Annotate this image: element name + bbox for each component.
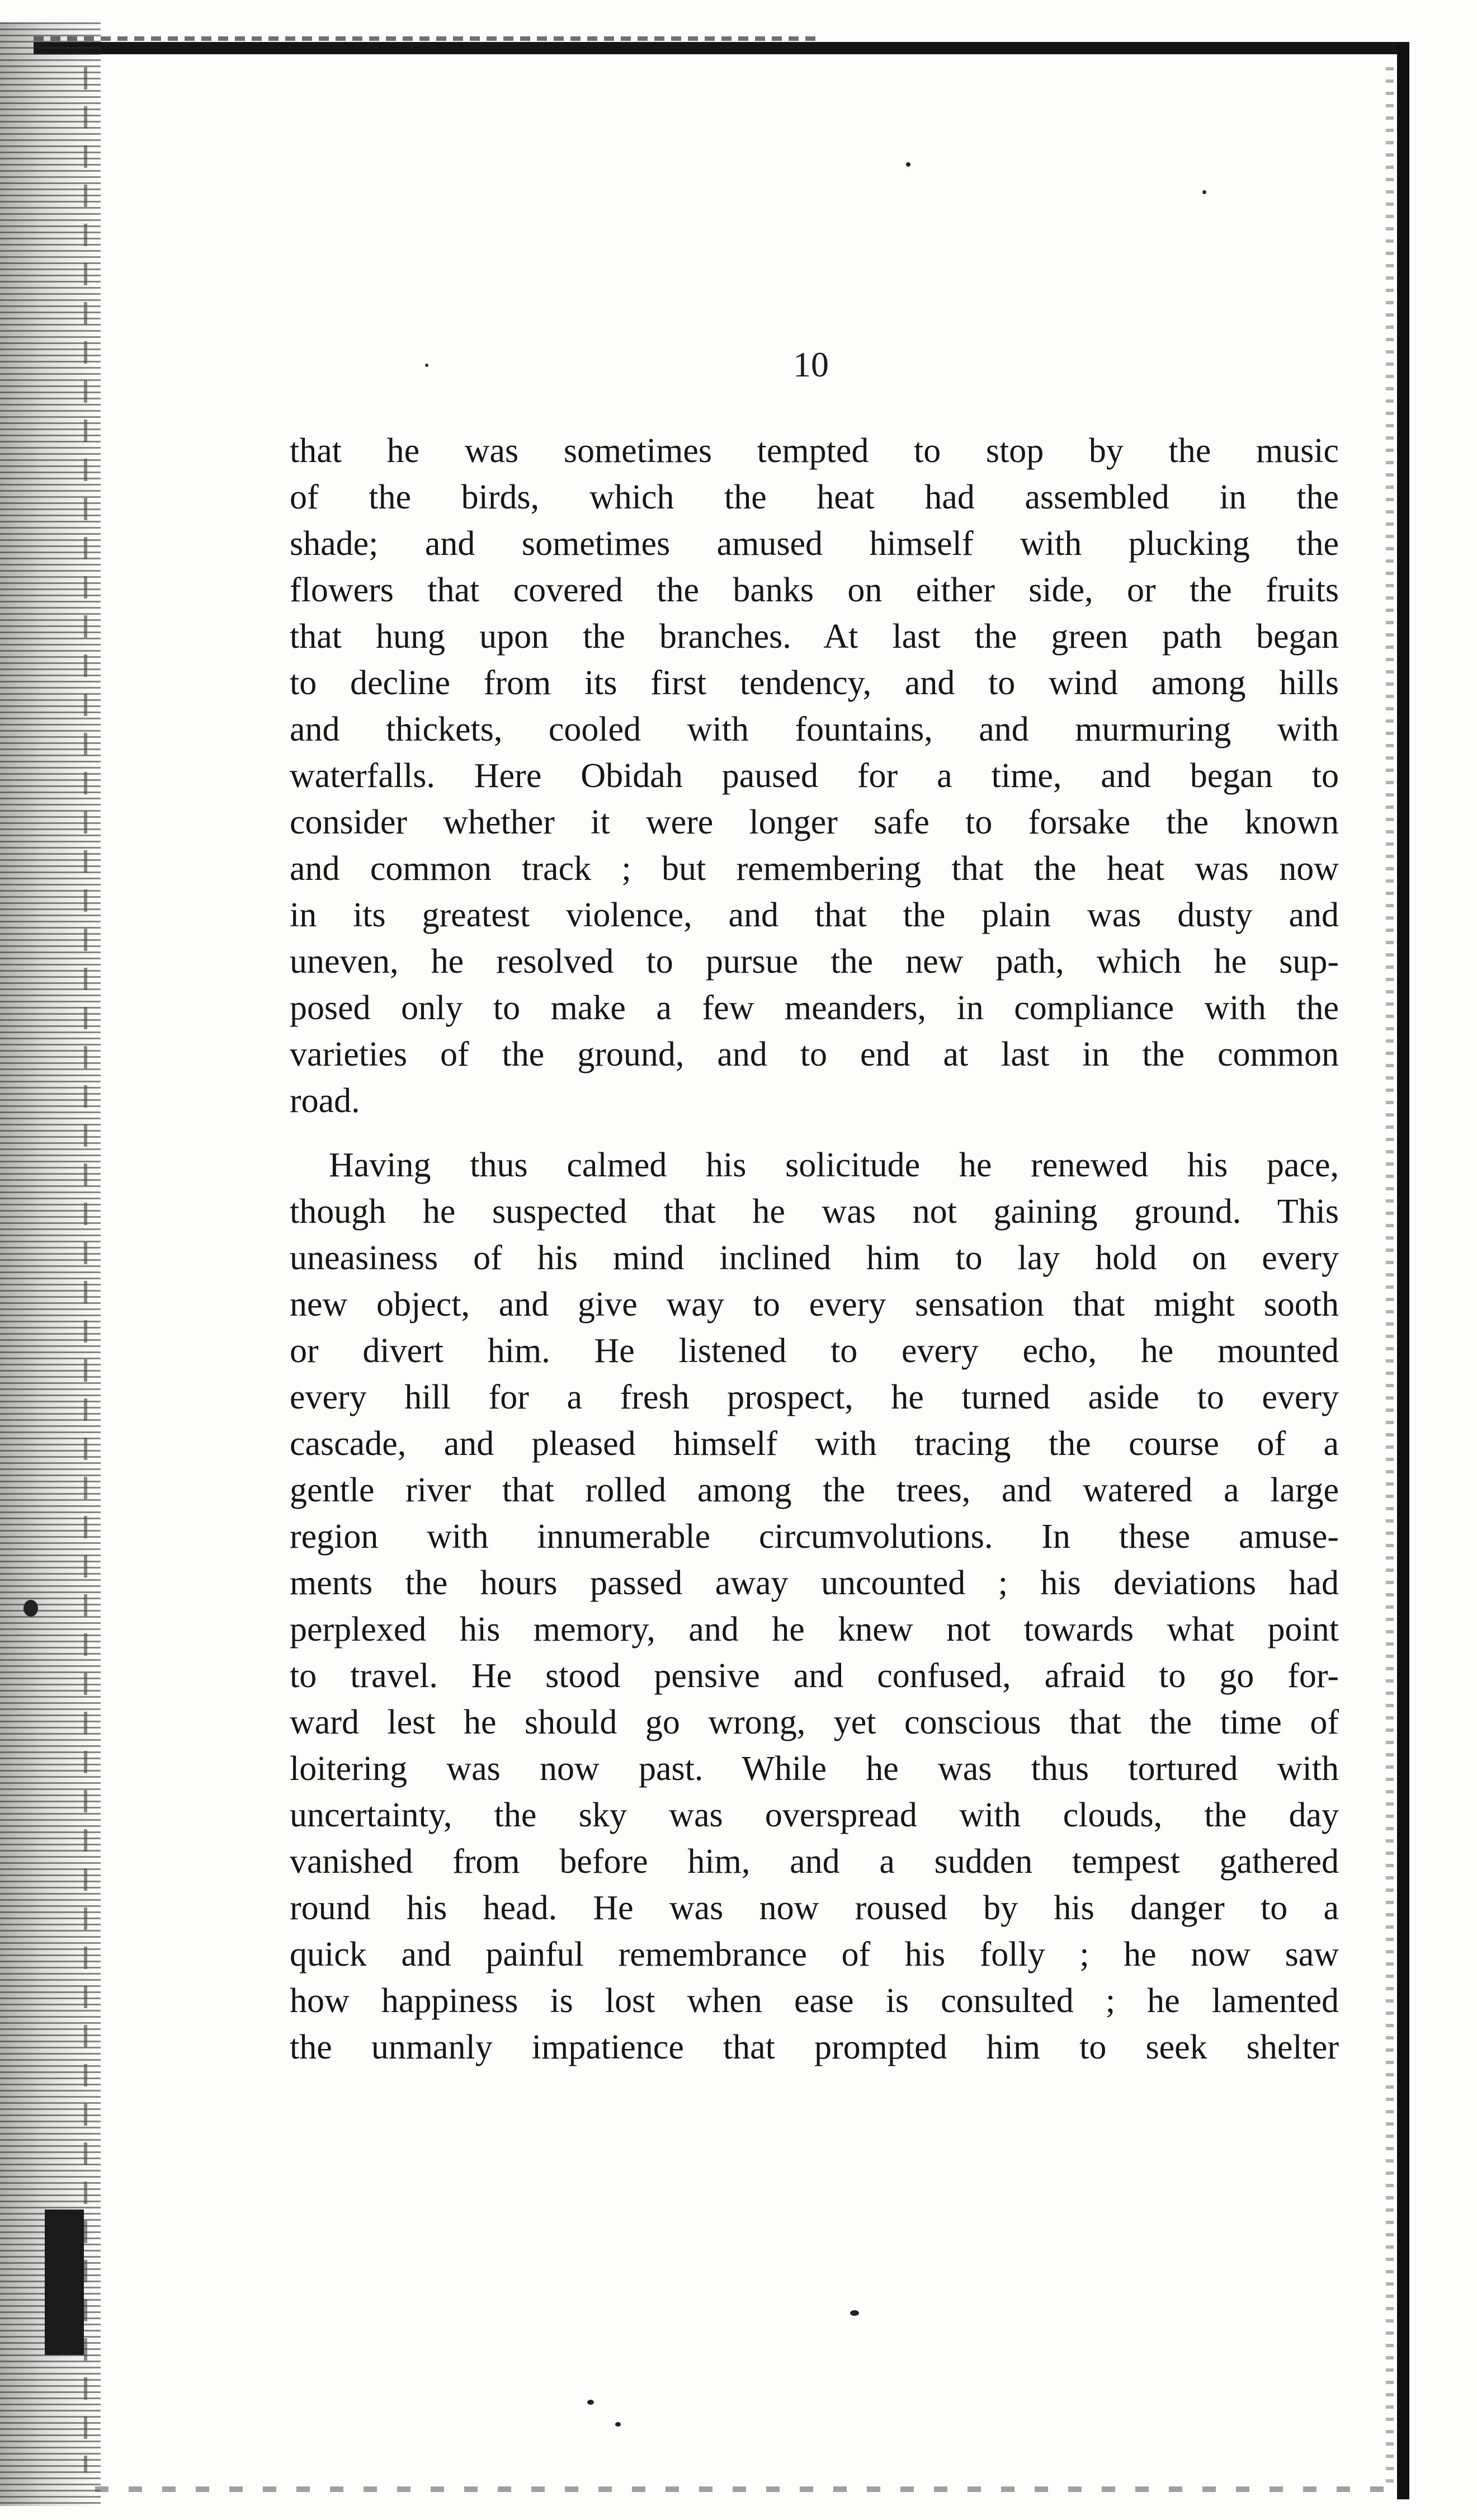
scan-speck [850, 2310, 859, 2316]
text-line: consider whether it were longer safe to forsake the known [290, 803, 1339, 841]
paragraph-spacer [290, 1124, 1339, 1142]
text-line: the unmanly impatience that prompted him to seek shelter [290, 2028, 1339, 2066]
text-line: round his head. He was now roused by his danger to a [290, 1889, 1339, 1927]
text-line: shade; and sometimes amused himself with plucking the [290, 525, 1339, 563]
scan-left-artifact [84, 67, 87, 2472]
scan-right-artifact [1386, 67, 1394, 2489]
text-line: to decline from its first tendency, and to wind among hills [290, 664, 1339, 702]
text-line: gentle river that rolled among the trees, and watered a large [290, 1471, 1339, 1509]
text-line: though he suspected that he was not gaining ground. This [290, 1193, 1339, 1231]
text-line: waterfalls. Here Obidah paused for a time, and began to [290, 757, 1339, 795]
text-line: ward lest he should go wrong, yet conscious that the time of [290, 1703, 1339, 1741]
text-line: Having thus calmed his solicitude he renewed his pace, [329, 1146, 1339, 1184]
text-line: loitering was now past. While he was thus tortured with [290, 1750, 1339, 1788]
text-line: road. [290, 1082, 360, 1120]
scan-speck [425, 364, 428, 367]
text-line: vanished from before him, and a sudden tempest gathered [290, 1843, 1339, 1881]
scan-speck [906, 162, 910, 167]
text-line: and thickets, cooled with fountains, and murmuring with [290, 710, 1339, 748]
text-line: new object, and give way to every sensation that might sooth [290, 1285, 1339, 1323]
scan-speck [615, 2422, 621, 2427]
text-line: of the birds, which the heat had assembled in the [290, 478, 1339, 516]
text-line: quick and painful remembrance of his folly ; he now saw [290, 1935, 1339, 1973]
paragraph-2 [290, 1142, 1339, 2071]
scan-speck [587, 2400, 594, 2405]
text-line: or divert him. He listened to every echo, he mounted [290, 1332, 1339, 1370]
text-line: to travel. He stood pensive and confused, afraid to go for- [290, 1657, 1339, 1695]
text-line: in its greatest violence, and that the plain was dusty and [290, 896, 1339, 934]
scan-top-artifact [34, 36, 817, 41]
text-line: perplexed his memory, and he knew not towards what point [290, 1610, 1339, 1648]
text-line: uneasiness of his mind inclined him to lay hold on every [290, 1239, 1339, 1277]
text-line: and common track ; but remembering that the heat was now [290, 850, 1339, 888]
scan-speck [1202, 190, 1206, 194]
text-line: how happiness is lost when ease is consulted ; he lamented [290, 1982, 1339, 2020]
scan-left-dark-mark [45, 2210, 84, 2355]
page-number: 10 [793, 345, 829, 384]
text-line: varieties of the ground, and to end at last in the common [290, 1035, 1339, 1073]
scan-speck [23, 1600, 38, 1617]
text-line: posed only to make a few meanders, in compliance with the [290, 989, 1339, 1027]
page-right-border [1397, 44, 1409, 2499]
page-top-border [34, 42, 1409, 54]
paragraph-1 [290, 428, 1339, 1124]
text-line: that hung upon the branches. At last the green path began [290, 618, 1339, 656]
text-line: that he was sometimes tempted to stop by the music [290, 432, 1339, 470]
text-line: cascade, and pleased himself with tracing the course of a [290, 1425, 1339, 1463]
text-line: region with innumerable circumvolutions. In these amuse- [290, 1518, 1339, 1556]
text-line: uncertainty, the sky was overspread with clouds, the day [290, 1796, 1339, 1834]
body-text [290, 428, 1339, 2071]
text-line: ments the hours passed away uncounted ; his deviations had [290, 1564, 1339, 1602]
text-line: every hill for a fresh prospect, he turned aside to every [290, 1378, 1339, 1416]
text-line: uneven, he resolved to pursue the new path, which he sup- [290, 943, 1339, 981]
scan-bottom-artifact [95, 2486, 1393, 2492]
text-line: flowers that covered the banks on either side, or the fruits [290, 571, 1339, 609]
